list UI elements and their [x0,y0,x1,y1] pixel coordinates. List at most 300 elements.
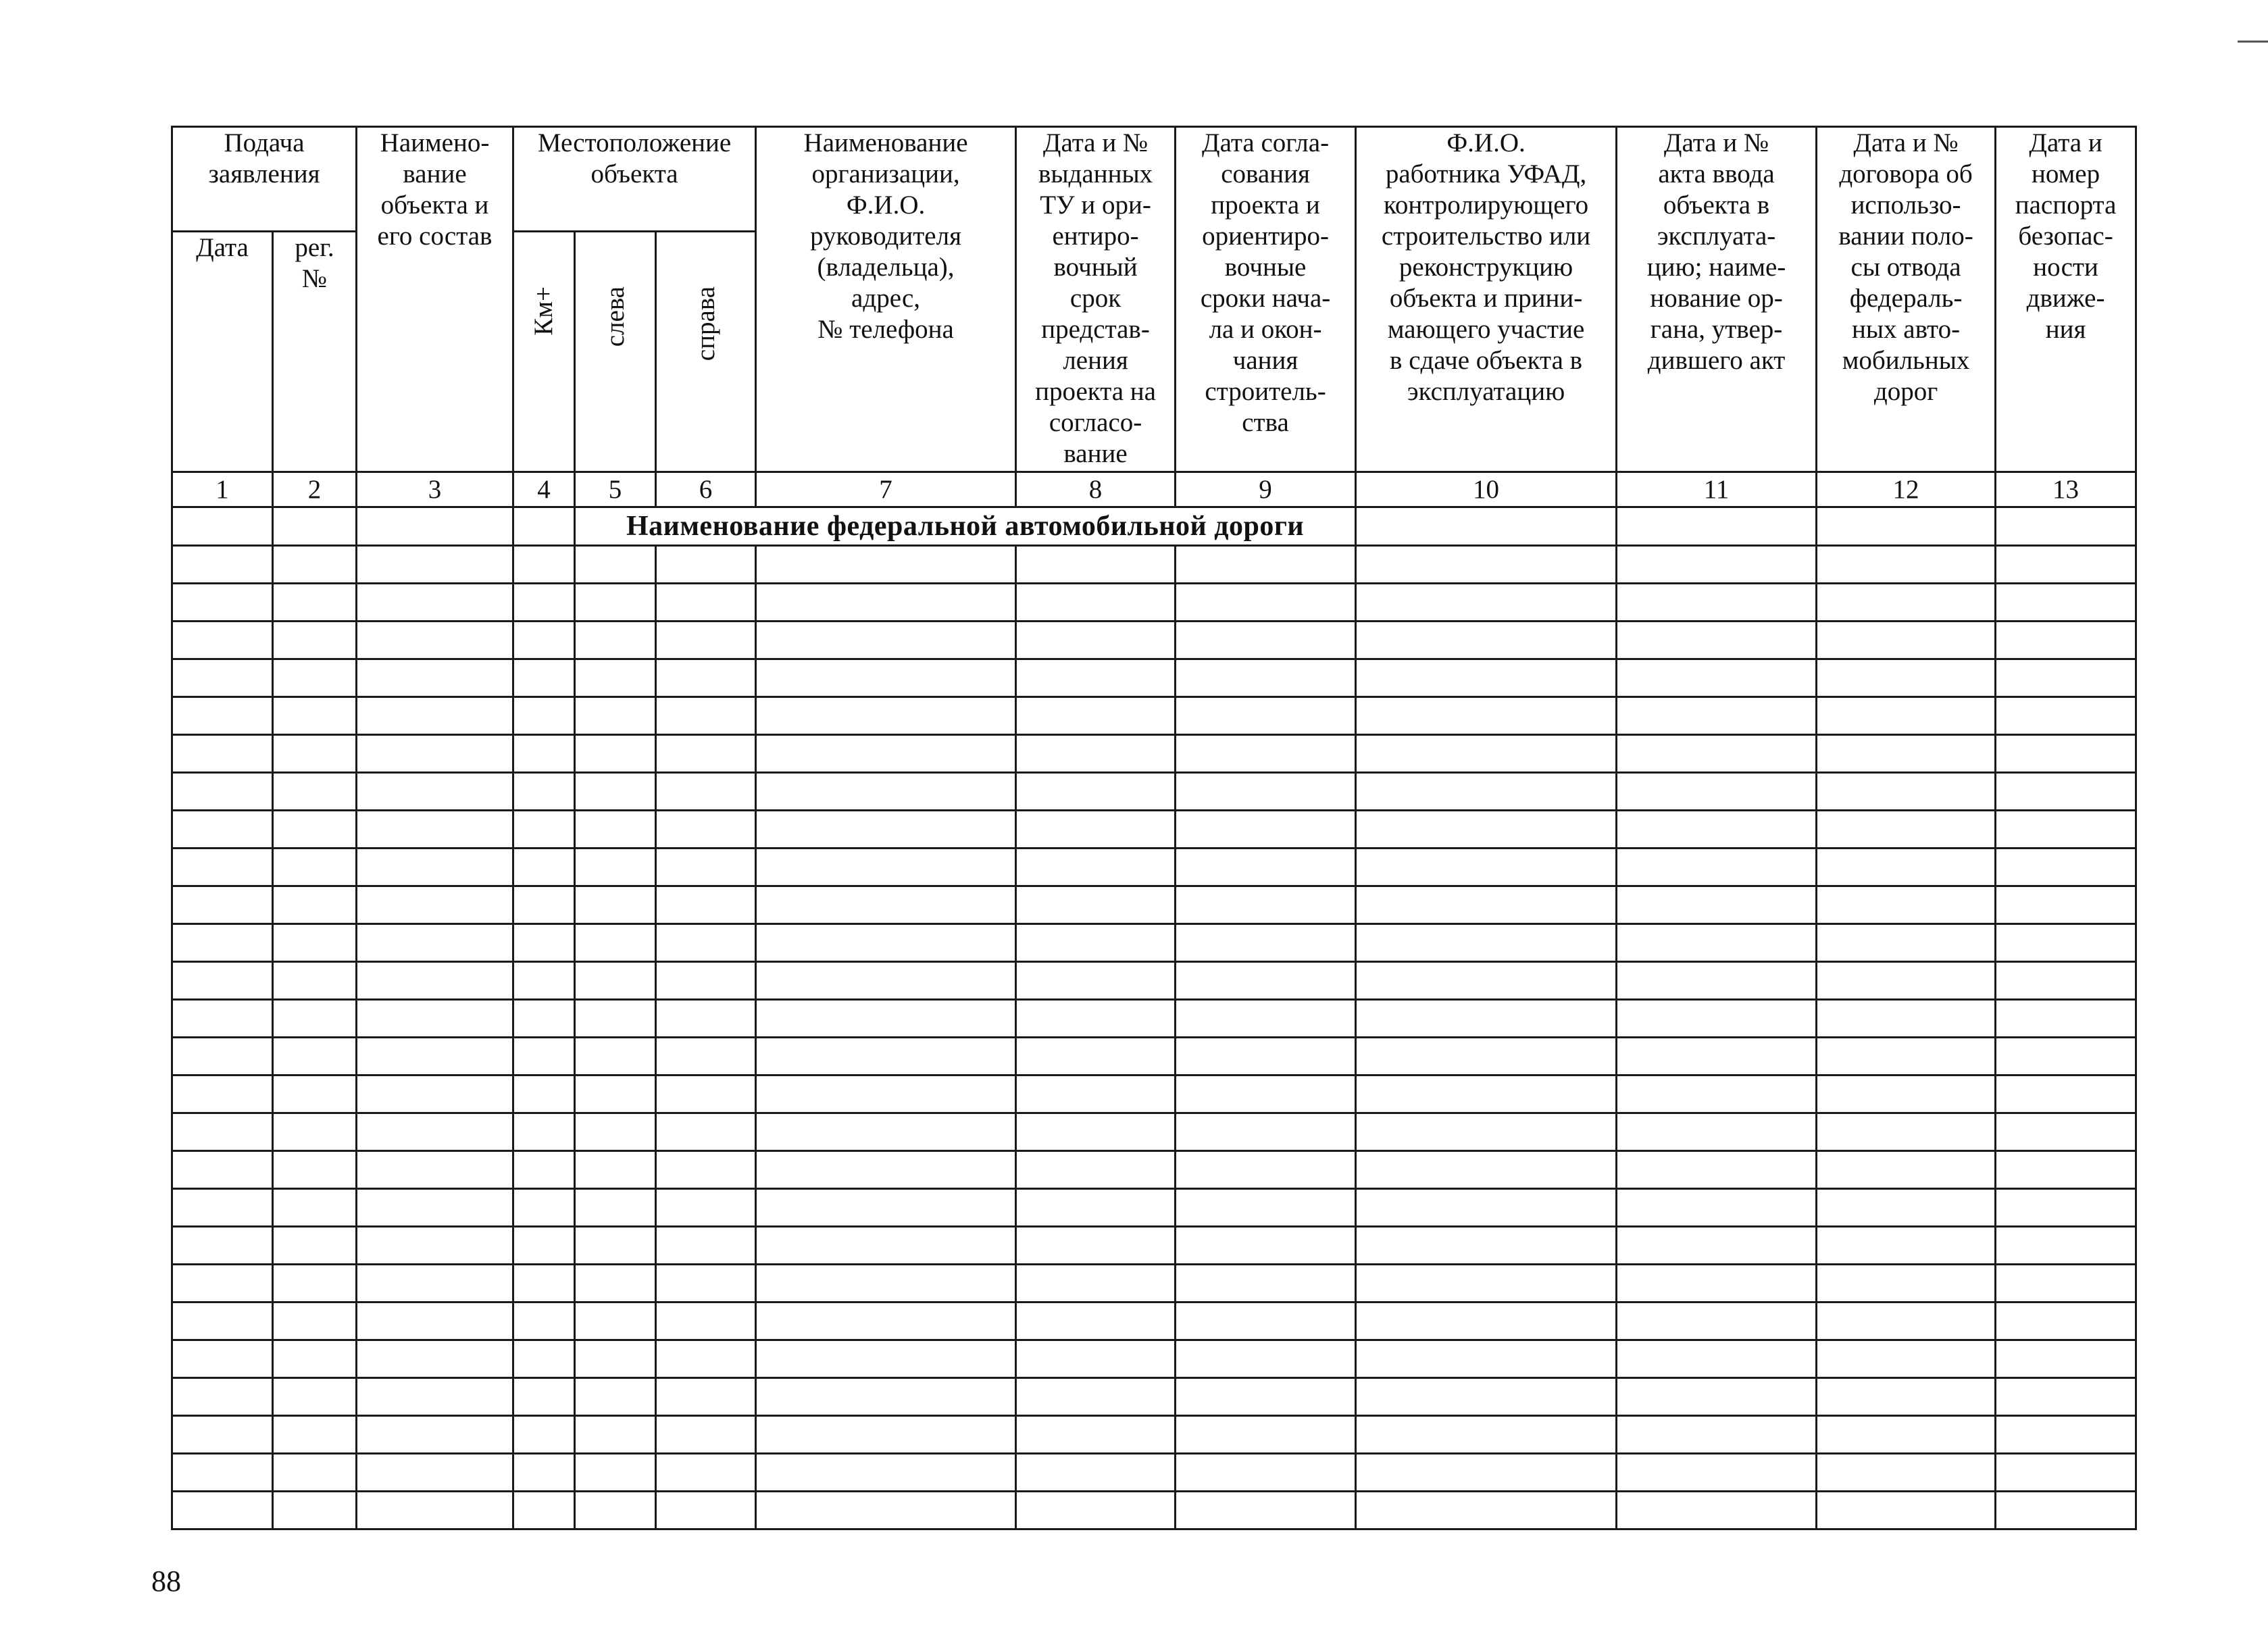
table-cell [1356,622,1617,659]
table-cell [357,886,513,924]
table-cell [357,811,513,849]
table-cell [1817,697,1996,735]
table-cell [1996,1416,2136,1454]
table-cell [656,1113,756,1151]
table-cell [1617,1151,1817,1189]
table-cell [357,1492,513,1529]
table-cell [1617,962,1817,1000]
table-cell [513,659,575,697]
column-number: 13 [1996,472,2136,507]
table-cell [1617,584,1817,622]
table-cell [1016,886,1176,924]
table-row [172,1302,2136,1340]
table-row [172,659,2136,697]
table-cell [1617,1227,1817,1265]
table-cell [1016,1075,1176,1113]
table-cell [357,622,513,659]
table-cell [656,886,756,924]
table-cell [656,1038,756,1075]
table-cell [513,1492,575,1529]
table-cell [1617,1492,1817,1529]
table-cell [1817,1378,1996,1416]
table-cell [273,1000,357,1038]
table-cell [1617,1000,1817,1038]
table-cell [756,1000,1016,1038]
table-cell [1617,659,1817,697]
table-row [172,1075,2136,1113]
table-cell [656,1000,756,1038]
table-cell [1356,1038,1617,1075]
table-cell [656,1378,756,1416]
header-safety-passport: Дата и номер паспорта безопас- ности движе- ния [1996,127,2136,472]
table-cell [1356,697,1617,735]
table-cell [1016,849,1176,886]
table-cell [575,1227,656,1265]
table-cell [1016,773,1176,811]
table-cell [1176,1075,1356,1113]
header-km [513,232,575,472]
column-number: 11 [1617,472,1817,507]
table-cell [1617,1454,1817,1492]
table-cell [656,622,756,659]
table-cell [1996,546,2136,584]
table-cell [1176,1302,1356,1340]
table-row [172,773,2136,811]
table-cell [273,1189,357,1227]
table-cell [1996,1340,2136,1378]
table-cell [575,546,656,584]
table-cell [656,1492,756,1529]
table-cell [1817,924,1996,962]
table-cell [273,1302,357,1340]
table-cell [513,584,575,622]
table-row [172,735,2136,773]
column-number: 8 [1016,472,1176,507]
table-cell [172,773,273,811]
table-cell [1817,622,1996,659]
table-cell [1817,1075,1996,1113]
header-commissioning-act: Дата и № акта ввода объекта в эксплуата- цию; наиме- нование ор- гана, утвер- дившего акт [1617,127,1817,472]
table-cell [756,1113,1016,1151]
table-cell [575,659,656,697]
table-cell [172,1378,273,1416]
table-cell [357,1378,513,1416]
table-cell [1617,622,1817,659]
table-cell [1817,1189,1996,1227]
table-cell [756,1416,1016,1454]
table-cell [357,1302,513,1340]
table-cell [656,1340,756,1378]
table-cell [1996,1454,2136,1492]
table-cell [1617,773,1817,811]
table-cell [357,1227,513,1265]
table-cell [273,507,357,546]
table-cell [1617,546,1817,584]
table-cell [756,962,1016,1000]
table-cell [756,659,1016,697]
table-cell [1356,659,1617,697]
table-cell [172,1038,273,1075]
table-cell [1356,1378,1617,1416]
table-cell [1016,1302,1176,1340]
table-cell [357,1416,513,1454]
table-cell [756,622,1016,659]
table-cell [357,1038,513,1075]
table-cell [1176,1227,1356,1265]
table-cell [513,546,575,584]
table-cell [1356,1340,1617,1378]
column-number: 12 [1817,472,1996,507]
table-cell [1996,622,2136,659]
table-cell [513,1416,575,1454]
table-cell [1176,622,1356,659]
table-cell [756,1302,1016,1340]
table-cell [357,659,513,697]
table-cell [1356,962,1617,1000]
table-cell [1817,811,1996,849]
table-cell [1016,1492,1176,1529]
column-number: 1 [172,472,273,507]
table-cell [1617,735,1817,773]
table-cell [1817,1454,1996,1492]
table-cell [172,1113,273,1151]
table-cell [756,1378,1016,1416]
table-cell [513,1302,575,1340]
table-cell [1016,962,1176,1000]
table-cell [656,1075,756,1113]
table-cell [172,1454,273,1492]
table-row [172,924,2136,962]
table-cell [172,962,273,1000]
table-cell [1617,924,1817,962]
table-cell [357,584,513,622]
table-cell [1817,773,1996,811]
table-cell [172,849,273,886]
table-cell [1617,1038,1817,1075]
table-cell [357,924,513,962]
header-object-name: Наимено- вание объекта и его состав [357,127,513,472]
table-cell [1996,1075,2136,1113]
table-row [172,1340,2136,1378]
table-cell [656,924,756,962]
table-cell [575,924,656,962]
table-cell [513,507,575,546]
table-cell [273,659,357,697]
table-cell [273,1038,357,1075]
table-cell [273,735,357,773]
table-cell [1817,1302,1996,1340]
table-cell [1817,1265,1996,1302]
table-cell [513,811,575,849]
table-cell [273,1416,357,1454]
corner-mark [2238,41,2268,43]
table-cell [513,1075,575,1113]
table-cell [1817,584,1996,622]
table-row [172,1416,2136,1454]
table-cell [357,1189,513,1227]
table-cell [273,622,357,659]
table-cell [575,773,656,811]
column-numbers-row [172,472,2136,507]
table-cell [575,849,656,886]
table-cell [1817,659,1996,697]
table-cell [1996,1151,2136,1189]
header-podacha: Подача заявления [172,127,357,232]
header-reg-no: рег. № [273,232,357,472]
table-row [172,1038,2136,1075]
table-cell [756,1227,1016,1265]
table-cell [1016,697,1176,735]
table-cell [1016,1265,1176,1302]
table-cell [1617,1416,1817,1454]
table-cell [357,1265,513,1302]
table-cell [656,1416,756,1454]
table-cell [357,735,513,773]
table-cell [273,1378,357,1416]
table-cell [513,1227,575,1265]
table-cell [357,1151,513,1189]
table-cell [575,1454,656,1492]
header-left-label: слева [600,286,630,347]
table-cell [1617,1189,1817,1227]
table-cell [756,1340,1016,1378]
table-cell [1996,735,2136,773]
table-cell [1356,546,1617,584]
table-cell [1016,1000,1176,1038]
table-cell [1176,1378,1356,1416]
table-cell [1617,1265,1817,1302]
table-cell [172,1075,273,1113]
table-cell [575,1340,656,1378]
table-cell [1176,735,1356,773]
column-number: 2 [273,472,357,507]
table-cell [357,1113,513,1151]
table-cell [172,886,273,924]
table-cell [172,1416,273,1454]
table-cell [1996,1000,2136,1038]
table-cell [172,546,273,584]
table-cell [656,773,756,811]
table-cell [1176,1000,1356,1038]
table-cell [756,584,1016,622]
column-number: 7 [756,472,1016,507]
table-cell [656,1265,756,1302]
table-cell [575,1492,656,1529]
table-cell [1817,1340,1996,1378]
table-cell [273,886,357,924]
header-contract: Дата и № договора об использо- вании поло- сы отвода федераль- ных авто- мобильных дорог [1817,127,1996,472]
table-cell [756,1189,1016,1227]
table-cell [513,697,575,735]
table-cell [1996,1227,2136,1265]
table-cell [1016,1113,1176,1151]
table-cell [1817,849,1996,886]
table-cell [1617,1340,1817,1378]
table-row [172,546,2136,584]
table-cell [1617,1378,1817,1416]
table-cell [357,962,513,1000]
table-cell [1817,546,1996,584]
table-cell [575,735,656,773]
table-cell [1176,773,1356,811]
table-cell [1356,1151,1617,1189]
table-cell [1996,773,2136,811]
table-cell [1356,507,1617,546]
table-cell [575,1378,656,1416]
page-number: 88 [151,1565,181,1598]
table-cell [1356,1113,1617,1151]
header-right-label: справа [690,286,720,361]
table-row [172,622,2136,659]
table-cell [1176,1454,1356,1492]
table-cell [575,584,656,622]
table-cell [1996,1302,2136,1340]
table-cell [656,546,756,584]
table-cell [656,1454,756,1492]
header-organization: Наименование организации, Ф.И.О. руководителя (владельца), адрес, № телефона [756,127,1016,472]
table-cell [1176,886,1356,924]
table-cell [575,1416,656,1454]
table-cell [575,697,656,735]
table-cell [1356,1302,1617,1340]
table-cell [1176,1113,1356,1151]
table-cell [357,697,513,735]
table-cell [756,1492,1016,1529]
table-cell [172,1227,273,1265]
table-cell [575,1302,656,1340]
table-cell [756,1038,1016,1075]
table-cell [1016,1416,1176,1454]
table-cell [1176,849,1356,886]
table-cell [1176,1151,1356,1189]
table-cell [1356,1189,1617,1227]
table-row [172,1151,2136,1189]
table-cell [1996,1265,2136,1302]
table-cell [273,1113,357,1151]
table-row [172,1378,2136,1416]
table-cell [1996,584,2136,622]
table-cell [172,1492,273,1529]
table-cell [1356,1075,1617,1113]
header-row-1 [172,127,2136,232]
table-cell [1817,507,1996,546]
table-cell [656,735,756,773]
table-cell [172,1151,273,1189]
table-cell [1356,1227,1617,1265]
table-cell [1176,584,1356,622]
table-cell [656,1189,756,1227]
table-cell [273,1227,357,1265]
table-cell [656,1227,756,1265]
table-cell [273,1492,357,1529]
column-number: 5 [575,472,656,507]
table-cell [1817,1227,1996,1265]
table-cell [756,1151,1016,1189]
table-cell [1996,1113,2136,1151]
table-cell [1996,1492,2136,1529]
table-cell [756,1265,1016,1302]
table-cell [357,1000,513,1038]
table-cell [273,697,357,735]
table-cell [1996,1038,2136,1075]
table-cell [1176,659,1356,697]
table-cell [575,1113,656,1151]
table-cell [1996,659,2136,697]
table-cell [1617,886,1817,924]
table-cell [756,546,1016,584]
header-ufad-employee: Ф.И.О. работника УФАД, контролирующего строительство или реконструкцию объекта и прини- мающего участие в сдаче объекта в эксплуатацию [1356,127,1617,472]
column-number: 9 [1176,472,1356,507]
table-cell [513,1000,575,1038]
table-cell [273,924,357,962]
table-cell [1617,507,1817,546]
table-cell [273,811,357,849]
table-cell [1176,1038,1356,1075]
table-cell [1356,773,1617,811]
table-cell [1016,1378,1176,1416]
table-cell [575,1151,656,1189]
table-cell [1356,1492,1617,1529]
table-cell [1016,584,1176,622]
table-cell [273,849,357,886]
table-cell [1176,1189,1356,1227]
table-cell [513,1113,575,1151]
table-cell [1817,1113,1996,1151]
table-cell [1356,735,1617,773]
table-cell [656,1151,756,1189]
table-cell [1016,546,1176,584]
table-cell [1996,697,2136,735]
table-cell [1996,886,2136,924]
table-cell [575,1265,656,1302]
table-cell [1356,849,1617,886]
header-date: Дата [172,232,273,472]
table-cell [273,1075,357,1113]
table-cell [273,1151,357,1189]
table-cell [273,1454,357,1492]
table-cell [513,1151,575,1189]
table-cell [1356,924,1617,962]
table-cell [756,924,1016,962]
register-table [171,126,2137,1530]
table-cell [357,507,513,546]
table-row [172,811,2136,849]
table-cell [756,735,1016,773]
table-cell [172,811,273,849]
table-cell [1176,546,1356,584]
table-cell [273,546,357,584]
table-cell [513,1378,575,1416]
table-cell [513,886,575,924]
table-cell [1016,1227,1176,1265]
section-title-cell [575,507,1356,546]
table-cell [357,1454,513,1492]
table-cell [575,811,656,849]
table-cell [1016,924,1176,962]
table-cell [1817,1151,1996,1189]
table-cell [756,849,1016,886]
table-cell [1817,886,1996,924]
table-cell [656,1302,756,1340]
table-cell [513,735,575,773]
header-location: Местоположение объекта [513,127,756,232]
table-cell [1617,697,1817,735]
table-cell [756,697,1016,735]
table-row [172,1454,2136,1492]
table-cell [172,659,273,697]
table-cell [1176,962,1356,1000]
table-cell [1176,697,1356,735]
